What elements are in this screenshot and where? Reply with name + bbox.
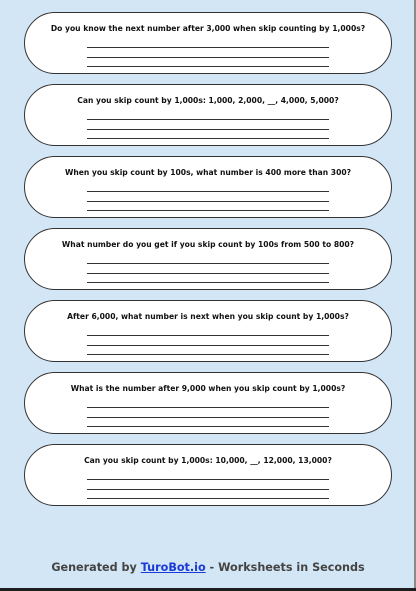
answer-line	[87, 191, 329, 192]
answer-line	[87, 354, 329, 355]
question-card-4	[24, 228, 392, 290]
question-text: Can you skip count by 1,000s: 1,000, 2,000, __, 4,000, 5,000?	[77, 96, 339, 105]
question-text: When you skip count by 100s, what number is 400 more than 300?	[64, 168, 352, 177]
answer-line	[87, 119, 329, 120]
answer-line	[87, 489, 329, 490]
answer-line	[87, 263, 329, 264]
answer-line	[87, 282, 329, 283]
footer-suffix: - Worksheets in Seconds	[205, 561, 365, 574]
question-text: Do you know the next number after 3,000 when skip counting by 1,000s?	[50, 24, 366, 33]
answer-line	[87, 345, 329, 346]
answer-line	[87, 138, 329, 139]
question-card-3	[24, 156, 392, 218]
question-card-1	[24, 12, 392, 74]
turobot-link[interactable]: TuroBot.io	[140, 561, 206, 574]
question-card-2	[24, 84, 392, 146]
answer-line	[87, 498, 329, 499]
question-text: After 6,000, what number is next when you skip count by 1,000s?	[67, 312, 349, 321]
answer-line	[87, 66, 329, 67]
answer-line	[87, 426, 329, 427]
footer	[0, 561, 416, 574]
question-card-5	[24, 300, 392, 362]
answer-line	[87, 47, 329, 48]
question-text: What number do you get if you skip count by 100s from 500 to 800?	[61, 240, 355, 249]
answer-line	[87, 210, 329, 211]
answer-line	[87, 407, 329, 408]
question-text: What is the number after 9,000 when you skip count by 1,000s?	[70, 384, 346, 393]
answer-line	[87, 417, 329, 418]
answer-line	[87, 273, 329, 274]
answer-line	[87, 129, 329, 130]
question-card-6	[24, 372, 392, 434]
answer-line	[87, 479, 329, 480]
question-text: Can you skip count by 1,000s: 10,000, __, 12,000, 13,000?	[84, 456, 332, 465]
answer-line	[87, 201, 329, 202]
answer-line	[87, 335, 329, 336]
question-list	[24, 12, 392, 516]
footer-prefix: Generated by	[51, 561, 141, 574]
question-card-7	[24, 444, 392, 506]
answer-line	[87, 57, 329, 58]
